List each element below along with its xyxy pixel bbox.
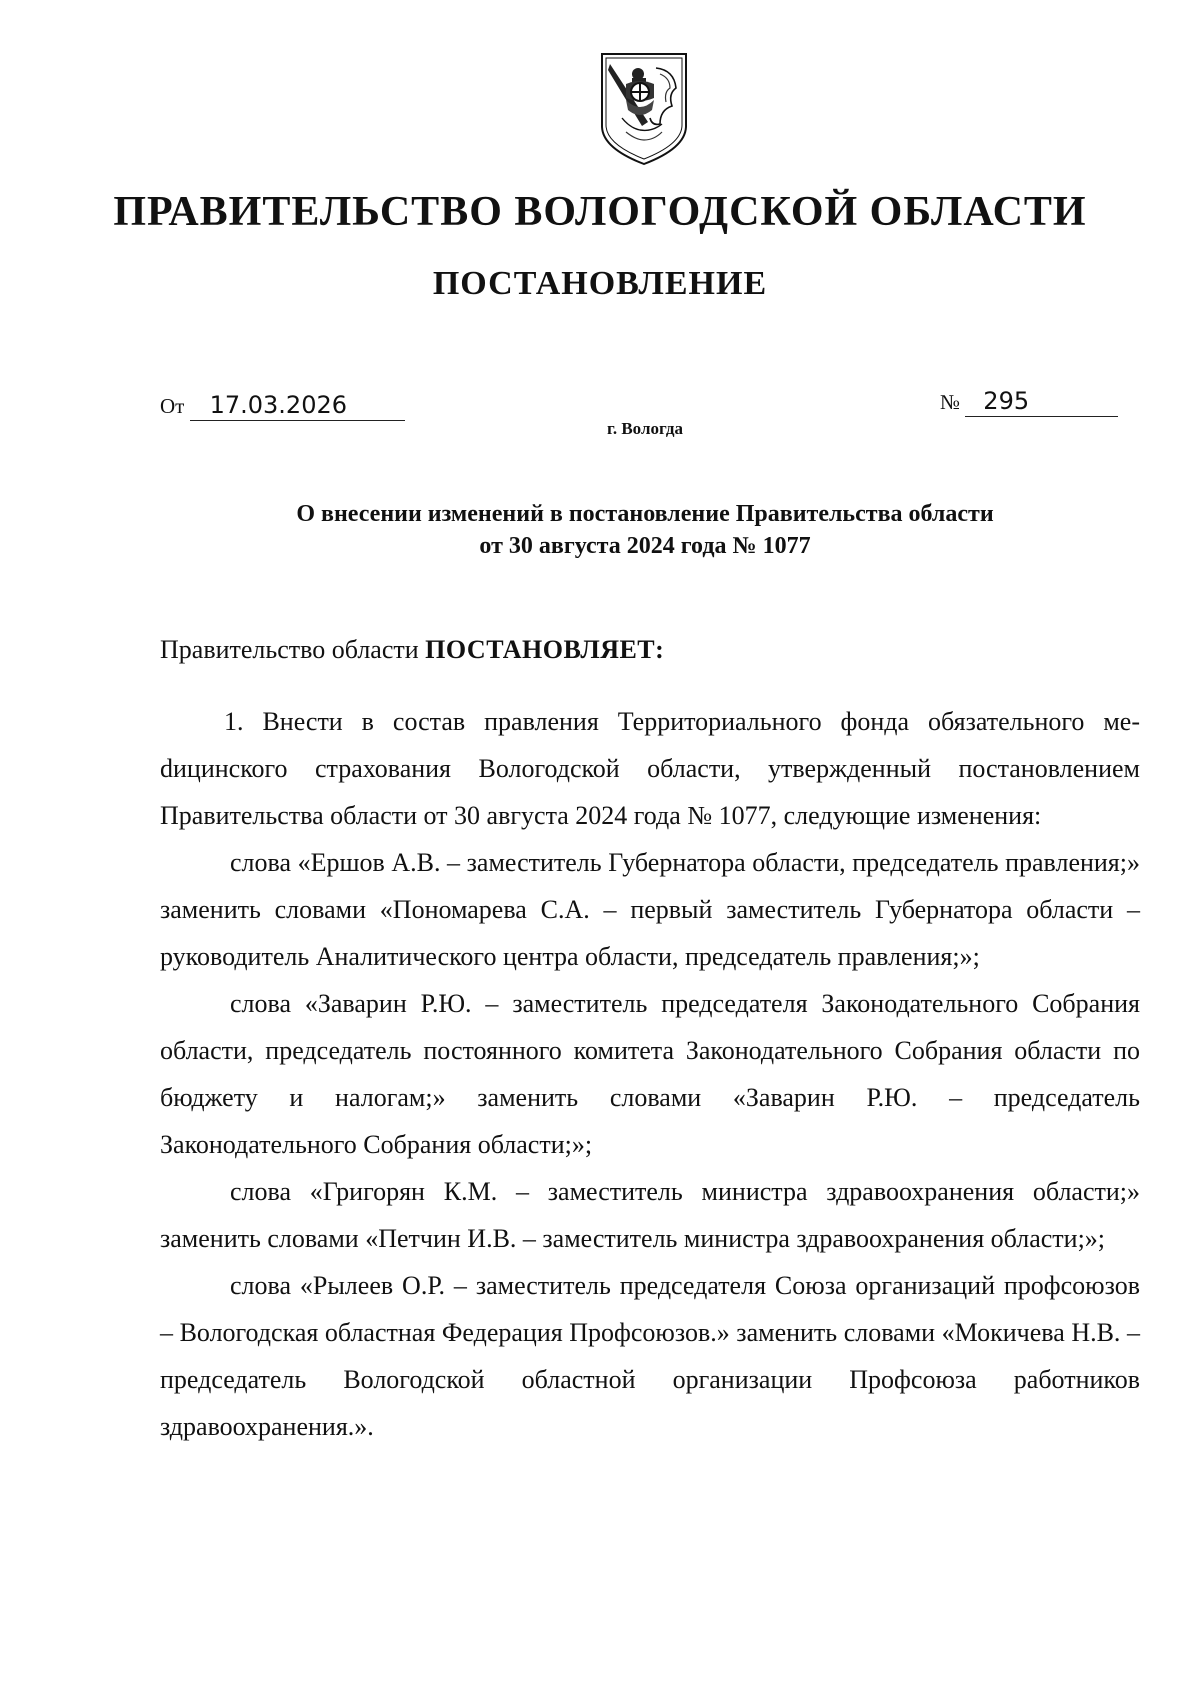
preamble-subject: Правительство области <box>160 635 419 664</box>
document-type: ПОСТАНОВЛЕНИЕ <box>432 265 768 302</box>
paragraph-change-2: слова «Заварин Р.Ю. – заместитель председателя Законодательного Собрания области, председатель постоянного комитета Законодательного Собрания области по бюджету и налогам;» заменить словами «Заварин Р.Ю. – председатель Законодательного Собрания области;»; <box>160 989 1140 1159</box>
coat-of-arms-emblem <box>596 48 692 168</box>
date-prefix: От <box>160 394 185 418</box>
document-number-field <box>940 386 1118 417</box>
paragraph-change-1: слова «Ершов А.В. – заместитель Губернатора области, председатель правления;» заменить словами «Пономарева С.А. – первый заместитель Губернатора области – руководитель Аналитического центра области, председатель правления;»; <box>160 848 1140 971</box>
number-prefix: № <box>940 390 961 414</box>
paragraph-change-4: слова «Рылеев О.Р. – заместитель председателя Союза организаций профсоюзов – Вологодская областная Федерация Профсоюзов.» заменить словами «Мокичева Н.В. – председатель Вологодской областной организации Профсоюза работников здравоохранения.». <box>160 1271 1140 1441</box>
paragraph-item-1: 1. Внести в состав правления Территориального фонда обязательного меdицинского страхования Вологодской области, утвержденный постановлением Правительства области от 30 августа 2024 года № 1077, следующие изменения: <box>160 707 1140 830</box>
preamble-verb: ПОСТАНОВЛЯЕТ: <box>425 635 665 664</box>
city-label: г. Вологда <box>607 419 683 438</box>
date-value: 17.03.2026 <box>190 390 405 421</box>
preamble <box>160 632 664 668</box>
document-body <box>160 698 1140 1450</box>
subject-line-2: от 30 августа 2024 года № 1077 <box>479 533 811 559</box>
organization-title: ПРАВИТЕЛЬСТВО ВОЛОГОДСКОЙ ОБЛАСТИ <box>113 189 1087 235</box>
paragraph-change-3: слова «Григорян К.М. – заместитель министра здравоохранения области;» заменить словами «Петчин И.В. – заместитель министра здравоохранения области;»; <box>160 1177 1140 1253</box>
number-value: 295 <box>965 386 1118 417</box>
document-subject <box>150 498 1140 562</box>
subject-line-1: О внесении изменений в постановление Правительства области <box>296 501 994 527</box>
